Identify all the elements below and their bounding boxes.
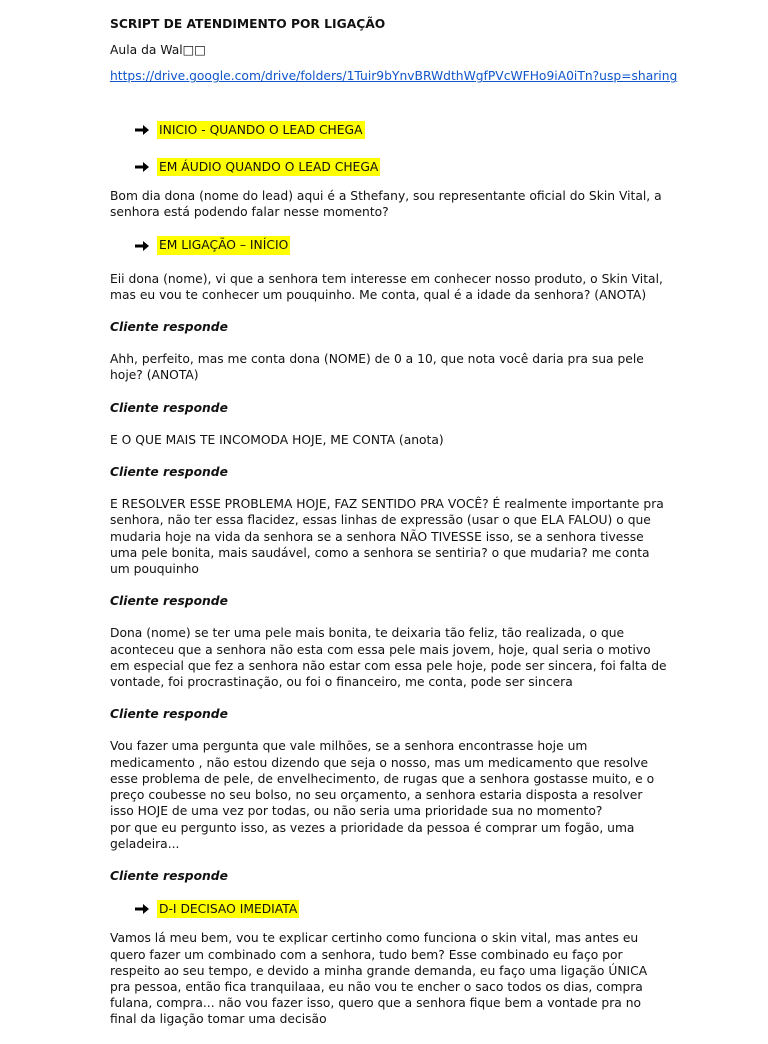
paragraph-pergunta-milhoes: Vou fazer uma pergunta que vale milhões, se a senhora encontrasse hoje um medicamento , não estou dizendo que seja o nosso, mas um medicamento que resolve esse problema de pele, de envelhecimento, de rugas que a senhora gostasse muito, e o preço coubesse no seu bolso, no seu orçamento, a senhora estaria disposta a resolver isso HOJE de uma vez por todas, ou não seria uma prioridade sua no momento? <box>110 739 655 819</box>
arrow-right-icon <box>135 124 149 136</box>
heading-ligacao <box>135 236 670 254</box>
heading-ligacao-label: EM LIGAÇÃO – INÍCIO <box>157 236 290 254</box>
heading-decisao-label: D-I DECISAO IMEDIATA <box>157 900 299 918</box>
paragraph-motivo: Dona (nome) se ter uma pele mais bonita, te deixaria tão feliz, tão realizada, o que aconteceu que a senhora não esta com essa pele mais jovem, hoje, qual seria o motivo em especial que fez a senhora não estar com essa pele hoje, pode ser sincera, foi falta de vontade, foi procrastinação, ou foi o financeiro, me conta, pode ser sincera <box>110 626 667 690</box>
paragraph-combinado: Vamos lá meu bem, vou te explicar certinho como funciona o skin vital, mas antes eu quero fazer um combinado com a senhora, tudo bem? Esse combinado eu faço por respeito ao seu tempo, e devido a minha grande demanda, eu faço uma ligação ÚNICA pra pessoa, então fica tranquilaaa, eu não vou te encher o saco todos os dias, compra fulana, compra... não vou fazer isso, quero que a senhora fique bem a vontade pra no final da ligação tomar uma decisão <box>110 931 648 1027</box>
paragraph-idade: Eii dona (nome), vi que a senhora tem interesse em conhecer nosso produto, o Skin Vital, mas eu vou te conhecer um pouquinho. Me conta, qual é a idade da senhora? (ANOTA) <box>110 271 663 302</box>
client-response: Cliente responde <box>110 868 228 883</box>
client-response: Cliente responde <box>110 594 228 609</box>
heading-audio <box>135 158 670 176</box>
heading-inicio-label: INICIO - QUANDO O LEAD CHEGA <box>157 121 365 139</box>
paragraph-resolver-problema: E RESOLVER ESSE PROBLEMA HOJE, FAZ SENTIDO PRA VOCÊ? É realmente importante pra senhora, não ter essa flacidez, essas linhas de expressão (usar o que ELA FALOU) o que mudaria hoje na vida da senhora se a senhora NÃO TIVESSE isso, se a senhora tivesse uma pele bonita, mais saudável, como a senhora se sentiria? o que mudaria? me conta um pouquinho <box>110 497 664 577</box>
heading-decisao <box>135 900 670 918</box>
heading-audio-label: EM ÁUDIO QUANDO O LEAD CHEGA <box>157 158 380 176</box>
paragraph-greeting: Bom dia dona (nome do lead) aqui é a Sthefany, sou representante oficial do Skin Vital, a senhora está podendo falar nesse momento? <box>110 189 662 220</box>
client-response: Cliente responde <box>110 465 228 480</box>
arrow-right-icon <box>135 903 149 915</box>
document-title: SCRIPT DE ATENDIMENTO POR LIGAÇÃO <box>110 17 386 31</box>
document-page <box>110 16 678 1044</box>
arrow-right-icon <box>135 240 149 252</box>
paragraph-incomoda: E O QUE MAIS TE INCOMODA HOJE, ME CONTA (anota) <box>110 432 444 447</box>
aula-label: Aula da Wal□□ <box>110 43 206 58</box>
paragraph-prioridade: por que eu pergunto isso, as vezes a prioridade da pessoa é comprar um fogão, uma geladeira... <box>110 820 635 851</box>
client-response: Cliente responde <box>110 400 228 415</box>
drive-link[interactable]: https://drive.google.com/drive/folders/1Tuir9bYnvBRWdthWgfPVcWFHo9iA0iTn?usp=sharing <box>110 69 678 84</box>
client-response: Cliente responde <box>110 707 228 722</box>
arrow-right-icon <box>135 161 149 173</box>
client-response: Cliente responde <box>110 320 228 335</box>
heading-inicio <box>135 121 670 139</box>
paragraph-nota-pele: Ahh, perfeito, mas me conta dona (NOME) de 0 a 10, que nota você daria pra sua pele hoje? (ANOTA) <box>110 352 644 383</box>
